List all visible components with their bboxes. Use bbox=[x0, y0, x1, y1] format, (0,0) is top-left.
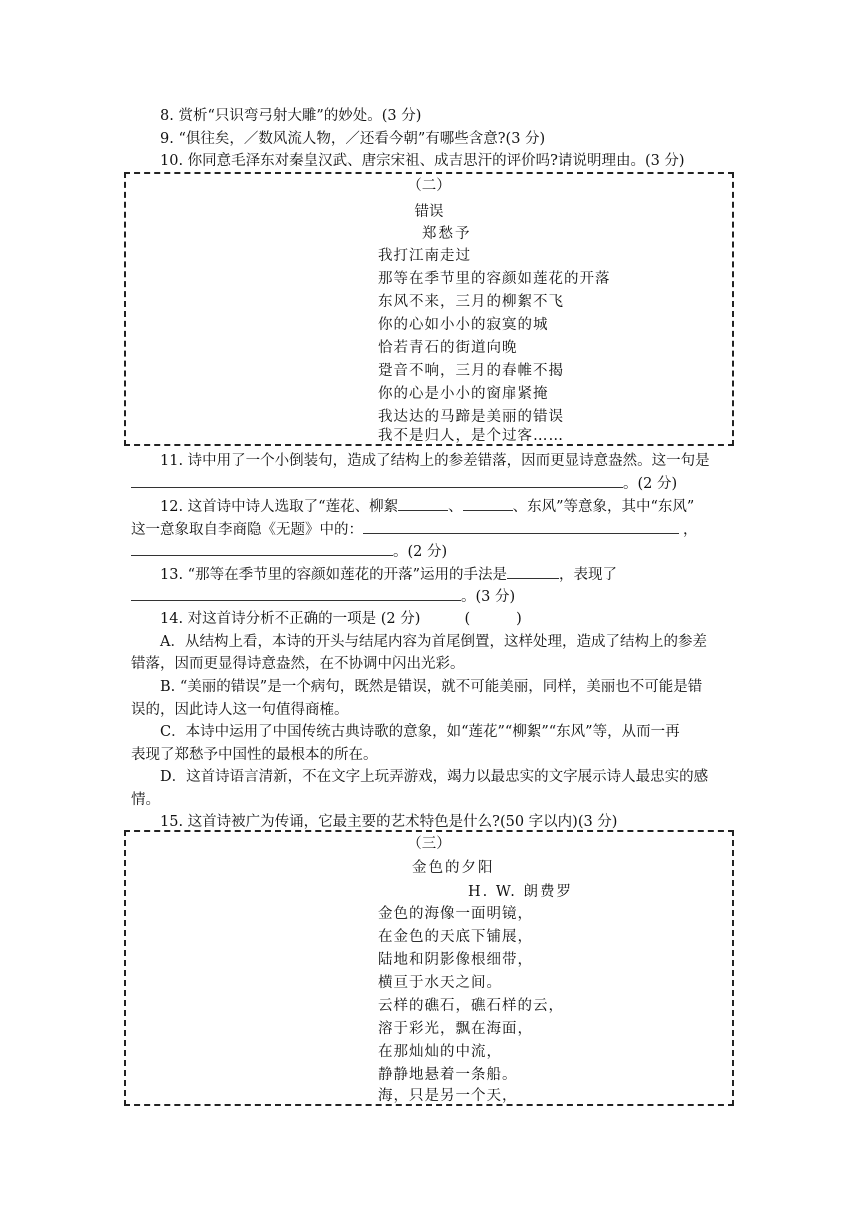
question-11: 11. 诗中用了一个小倒装句，造成了结构上的参差错落，因而更显诗意盎然。这一句是 bbox=[160, 453, 710, 469]
poem-title: 金色的夕阳 bbox=[412, 860, 495, 876]
answer-blank[interactable] bbox=[363, 519, 679, 534]
option-d-cont: 情。 bbox=[131, 792, 160, 808]
question-9: 9. “俱往矣，／数风流人物，／还看今朝”有哪些含意?(3 分) bbox=[160, 131, 546, 147]
question-8: 8. 赏析“只识弯弓射大雕”的妙处。(3 分) bbox=[160, 108, 422, 124]
option-b-cont: 误的，因此诗人这一句值得商榷。 bbox=[131, 702, 349, 718]
poem-line: 海，只是另一个天， bbox=[378, 1088, 518, 1104]
question-13: 13. “那等在季节里的容颜如莲花的开落”运用的手法是 ，表现了 bbox=[160, 564, 617, 585]
poem-line: 那等在季节里的容颜如莲花的开落 bbox=[378, 271, 611, 287]
poem-line: 云样的礁石，礁石样的云， bbox=[378, 998, 564, 1014]
poem-line: 陆地和阴影像根细带， bbox=[378, 952, 533, 968]
answer-blank[interactable] bbox=[507, 564, 559, 579]
answer-blank[interactable] bbox=[131, 473, 623, 488]
poem-line: 横亘于水天之间。 bbox=[378, 975, 502, 991]
option-a-cont: 错落，因而更显得诗意盎然，在不协调中闪出光彩。 bbox=[131, 656, 465, 672]
poem-line: 跫音不响，三月的春帷不揭 bbox=[378, 363, 564, 379]
poem-author: 郑愁予 bbox=[422, 226, 472, 242]
question-11-answer-line: 。(2 分) bbox=[131, 473, 677, 494]
poem-line: 在金色的天底下铺展， bbox=[378, 929, 533, 945]
poem-line: 你的心是小小的窗扉紧掩 bbox=[378, 386, 549, 402]
answer-blank[interactable] bbox=[131, 586, 461, 601]
answer-blank[interactable] bbox=[398, 496, 448, 511]
poem-line: 东风不来，三月的柳絮不飞 bbox=[378, 294, 564, 310]
question-10: 10. 你同意毛泽东对秦皇汉武、唐宗宋祖、成吉思汗的评价吗?请说明理由。(3 分) bbox=[160, 153, 685, 169]
poem-author: H. W. 朗费罗 bbox=[468, 884, 573, 900]
poem-line: 静静地悬着一条船。 bbox=[378, 1067, 518, 1083]
option-c: C．本诗中运用了中国传统古典诗歌的意象，如“莲花”“柳絮”“东风”等，从而一再 bbox=[160, 724, 680, 740]
poem-box-2 bbox=[124, 172, 734, 446]
section-number: （二） bbox=[407, 178, 451, 194]
poem-line: 你的心如小小的寂寞的城 bbox=[378, 317, 549, 333]
poem-line: 我达达的马蹄是美丽的错误 bbox=[378, 409, 564, 425]
option-d: D．这首诗语言清新，不在文字上玩弄游戏，竭力以最忠实的文字展示诗人最忠实的感 bbox=[160, 769, 709, 785]
question-12-line-2: 这一意象取自李商隐《无题》中的： ， bbox=[131, 519, 698, 540]
question-12: 12. 这首诗中诗人选取了“莲花、柳絮 、 、东风”等意象，其中“东风” bbox=[160, 496, 694, 517]
question-15: 15. 这首诗被广为传诵，它最主要的艺术特色是什么?(50 字以内)(3 分) bbox=[160, 814, 618, 830]
poem-line: 溶于彩光，飘在海面， bbox=[378, 1021, 533, 1037]
poem-line: 金色的海像一面明镜， bbox=[378, 906, 533, 922]
poem-title: 错误 bbox=[414, 204, 444, 220]
question-13-line-2: 。(3 分) bbox=[131, 586, 515, 607]
poem-line: 恰若青石的街道向晚 bbox=[378, 340, 518, 356]
option-b: B. “美丽的错误”是一个病句，既然是错误，就不可能美丽，同样，美丽也不可能是错 bbox=[160, 679, 703, 695]
poem-box-3 bbox=[124, 830, 734, 1106]
answer-blank[interactable] bbox=[463, 496, 513, 511]
answer-blank[interactable] bbox=[131, 541, 393, 556]
poem-line: 我打江南走过 bbox=[378, 248, 471, 264]
question-12-line-3: 。(2 分) bbox=[131, 541, 447, 562]
option-a: A．从结构上看，本诗的开头与结尾内容为首尾倒置，这样处理，造成了结构上的参差 bbox=[160, 634, 707, 650]
poem-line: 在那灿灿的中流， bbox=[378, 1044, 502, 1060]
poem-line: 我不是归人，是个过客…… bbox=[378, 428, 564, 444]
option-c-cont: 表现了郑愁予中国性的最根本的所在。 bbox=[131, 747, 378, 763]
question-14: 14. 对这首诗分析不正确的一项是 (2 分) ( ) bbox=[160, 611, 522, 627]
section-number: （三） bbox=[407, 836, 451, 852]
